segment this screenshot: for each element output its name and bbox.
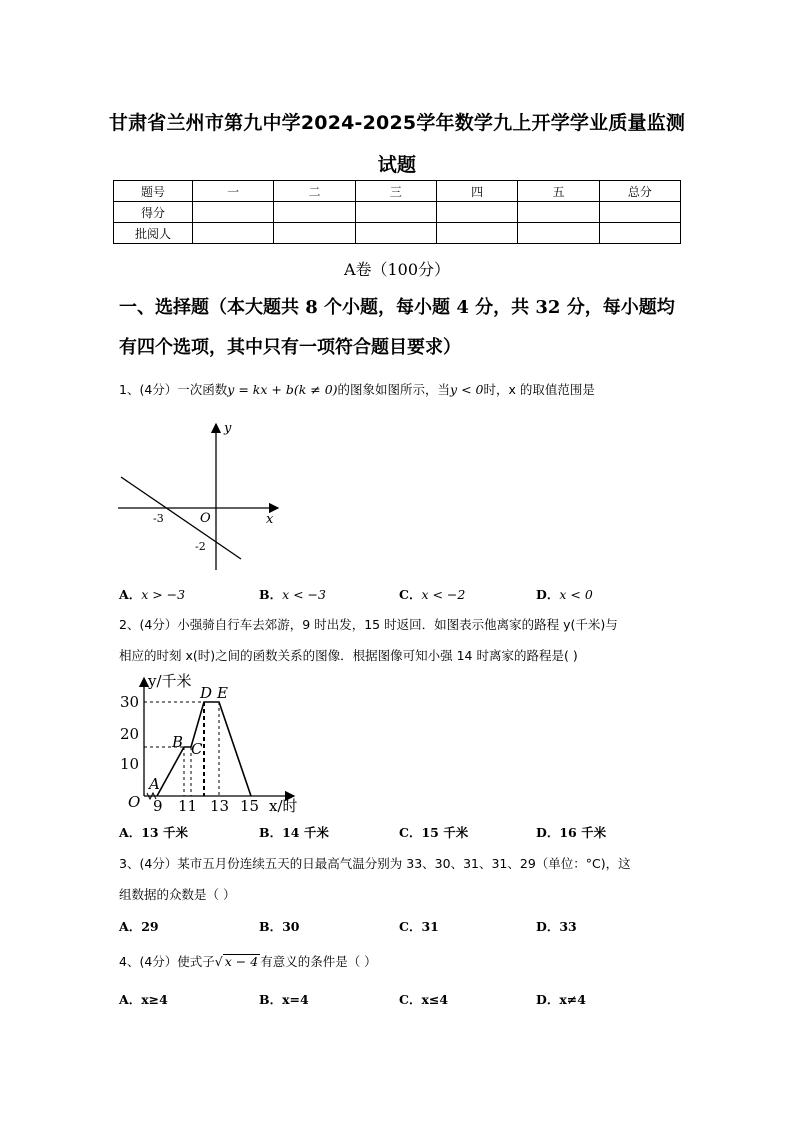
score-table-cell: 得分 (114, 202, 193, 223)
question-4-option-c[interactable]: C．x≤4 (399, 992, 449, 1007)
question-2-option-b[interactable]: B．14 千米 (259, 825, 329, 840)
origin-label: O (200, 511, 211, 526)
score-table-cell: 批阅人 (114, 223, 193, 244)
question-1-option-b[interactable]: B．x < −3 (259, 587, 326, 602)
y-intercept-label: -2 (195, 540, 206, 553)
question-3-stem-line2: 组数据的众数是（ ） (119, 887, 236, 902)
x-tick-label: 15 (240, 797, 260, 815)
question-1-stem (119, 375, 679, 405)
sqrt-icon: √ (214, 954, 223, 969)
y-tick-label: 30 (120, 693, 140, 711)
score-table-cell: 二 (274, 181, 355, 202)
function-line (121, 477, 241, 559)
question-1-graph (118, 418, 288, 578)
question-2-option-d[interactable]: D．16 千米 (536, 825, 607, 840)
score-table-cell: 总分 (599, 181, 680, 202)
x-tick-label: 13 (210, 797, 230, 815)
question-4-radicand: x − 4 (224, 954, 259, 969)
score-table-cell: 题号 (114, 181, 193, 202)
point-label: A (149, 775, 160, 793)
point-label: B (172, 733, 184, 751)
question-4-prefix: 4、(4分）使式子 (119, 954, 215, 969)
point-label: C (191, 740, 203, 758)
question-2-stem: 2、(4分）小强骑自行车去郊游，9 时出发，15 时返回．如图表示他离家的路程 y(千米)与 (119, 617, 618, 632)
score-input-cell[interactable] (355, 202, 436, 223)
question-4-option-a[interactable]: A．x≥4 (119, 992, 168, 1007)
question-1-formula: y = kx + b(k ≠ 0) (227, 382, 338, 397)
section-heading-line2: 有四个选项，其中只有一项符合题目要求） (119, 337, 461, 358)
score-table-row (114, 202, 681, 223)
grader-input-cell[interactable] (193, 223, 274, 244)
score-input-cell[interactable] (599, 202, 680, 223)
score-table-cell: 一 (193, 181, 274, 202)
question-1-option-c[interactable]: C．x < −2 (399, 587, 466, 602)
question-4-option-d[interactable]: D．x≠4 (536, 992, 586, 1007)
score-table-cell: 四 (436, 181, 517, 202)
score-table-cell: 五 (518, 181, 599, 202)
grader-input-cell[interactable] (274, 223, 355, 244)
question-2-stem-line2: 相应的时刻 x(时)之间的函数关系的图像．根据图像可知小强 14 时离家的路程是( ) (119, 648, 578, 663)
question-3-option-a[interactable]: A．29 (119, 919, 159, 934)
question-1-mid: 的图象如图所示，当 (337, 382, 451, 397)
y-tick-label: 10 (120, 755, 140, 773)
score-table-cell: 三 (355, 181, 436, 202)
grader-input-cell[interactable] (436, 223, 517, 244)
point-label: E (217, 684, 228, 702)
x-tick-label: 11 (178, 797, 198, 815)
score-input-cell[interactable] (274, 202, 355, 223)
score-table-row (114, 223, 681, 244)
x-axis-label: x (266, 512, 274, 527)
y-axis-label: y (224, 421, 232, 436)
y-tick-label: 20 (120, 725, 140, 743)
score-table-header-row (114, 181, 681, 202)
document-title-line2: 试题 (377, 154, 417, 176)
y-axis-label: y/千米 (148, 672, 192, 690)
question-1-option-d[interactable]: D．x < 0 (536, 587, 593, 602)
question-3-option-d[interactable]: D．33 (536, 919, 577, 934)
question-3-stem: 3、(4分）某市五月份连续五天的日最高气温分别为 33、30、31、31、29（单位：°C)，这 (119, 856, 631, 871)
x-tick-label: 9 (153, 797, 163, 815)
question-4-suffix: 有意义的条件是（ ） (260, 954, 377, 969)
grader-input-cell[interactable] (599, 223, 680, 244)
question-2-graph (114, 672, 304, 817)
question-1-prefix: 1、(4分）一次函数 (119, 382, 228, 397)
section-heading: 一、选择题（本大题共 8 个小题，每小题 4 分，共 32 分，每小题均 (119, 297, 675, 318)
document-title: 甘肃省兰州市第九中学2024-2025学年数学九上开学学业质量监测 (108, 112, 686, 134)
volume-heading: A卷（100分） (343, 260, 451, 279)
question-3-option-c[interactable]: C．31 (399, 919, 439, 934)
score-input-cell[interactable] (193, 202, 274, 223)
question-2-option-a[interactable]: A．13 千米 (119, 825, 188, 840)
point-label: D (200, 684, 213, 702)
question-1-option-a[interactable]: A．x > −3 (119, 587, 186, 602)
x-intercept-label: -3 (153, 512, 164, 525)
grader-input-cell[interactable] (355, 223, 436, 244)
question-2-option-c[interactable]: C．15 千米 (399, 825, 469, 840)
score-input-cell[interactable] (436, 202, 517, 223)
x-axis-label: x/时 (269, 797, 298, 815)
question-1-suffix: 时，x 的取值范围是 (483, 382, 595, 397)
question-1-condition: y < 0 (450, 382, 484, 397)
question-3-option-b[interactable]: B．30 (259, 919, 300, 934)
score-input-cell[interactable] (518, 202, 599, 223)
grader-input-cell[interactable] (518, 223, 599, 244)
origin-label: O (128, 793, 141, 811)
score-table (113, 180, 681, 244)
question-4-option-b[interactable]: B．x=4 (259, 992, 309, 1007)
question-4-stem (119, 947, 679, 977)
